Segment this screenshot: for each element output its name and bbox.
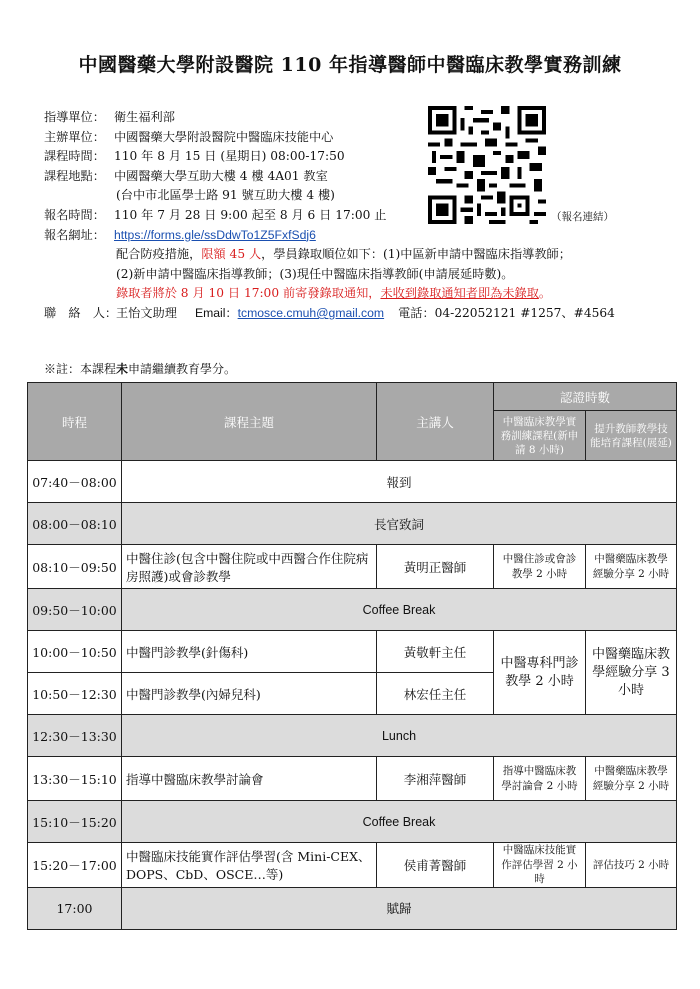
- table-row: 07:40－08:00 報到: [28, 461, 677, 503]
- table-row: 15:10－15:20 Coffee Break: [28, 801, 677, 843]
- info-reg-time: 報名時間： 110 年 7 月 28 日 9:00 起至 8 月 6 日 17:00 止: [44, 207, 387, 222]
- header-cert-new: 中醫臨床教學實務訓練課程(新申請 8 小時): [494, 411, 586, 461]
- qr-code-icon[interactable]: [428, 106, 546, 224]
- header-cert-extend: 提升教師教學技能培育課程(展延): [586, 411, 677, 461]
- table-row: 09:50－10:00 Coffee Break: [28, 589, 677, 631]
- header-topic: 課程主題: [122, 383, 377, 461]
- schedule-table: [27, 382, 677, 930]
- info-policy-line2: (2)新申請中醫臨床指導教師；(3)現任中醫臨床指導教師(申請展延時數)。: [116, 266, 514, 281]
- header-time: 時程: [28, 383, 122, 461]
- info-notify: 錄取者將於 8 月 10 日 17:00 前寄發錄取通知，未收到錄取通知者即為未錄取。: [116, 286, 552, 301]
- table-row: 08:10－09:50 中醫住診(包含中醫住院或中西醫合作住院病房照護)或會診教學 黃明正醫師 中醫住診或會診教學 2 小時 中醫藥臨床教學經驗分享 2 小時: [28, 545, 677, 589]
- table-row: 10:00－10:50 中醫門診教學(針傷科) 黃敬軒主任 中醫專科門診教學 2 小時 中醫藥臨床教學經驗分享 3 小時: [28, 631, 677, 673]
- table-row: 13:30－15:10 指導中醫臨床教學討論會 李湘萍醫師 指導中醫臨床教學討論會 2 小時 中醫藥臨床教學經驗分享 2 小時: [28, 757, 677, 801]
- table-row: 10:50－12:30 中醫門診教學(內婦兒科) 林宏任主任: [28, 673, 677, 715]
- email-link[interactable]: tcmosce.cmuh@gmail.com: [237, 305, 385, 320]
- info-policy: 配合防疫措施，限額 45 人，學員錄取順位如下：(1)中區新申請中醫臨床指導教師；: [116, 247, 571, 262]
- header-cert-hours: 認證時數: [494, 383, 677, 411]
- qr-caption: （報名連結）: [551, 211, 614, 223]
- table-row: 15:20－17:00 中醫臨床技能實作評估學習(含 Mini-CEX、DOPS、CbD、OSCE…等) 侯甫菁醫師 中醫臨床技能實作評估學習 2 小時 評估技巧 2 小時: [28, 843, 677, 888]
- table-row: 17:00 賦歸: [28, 887, 677, 929]
- quota-limit: 限額 45 人: [201, 247, 262, 262]
- table-row: 12:30－13:30 Lunch: [28, 715, 677, 757]
- info-place: 課程地點： 中國醫藥大學互助大樓 4 樓 4A01 教室: [44, 168, 328, 183]
- info-place-address: (台中市北區學士路 91 號互助大樓 4 樓): [116, 188, 335, 203]
- credit-note: ※註：本課程未申請繼續教育學分。: [44, 362, 237, 376]
- table-row: 08:00－08:10 長官致詞: [28, 503, 677, 545]
- page-title: 中國醫藥大學附設醫院 110 年指導醫師中醫臨床教學實務訓練: [78, 54, 622, 76]
- info-reg-url: 報名網址： https://forms.gle/ssDdwTo1Z5FxfSdj6: [44, 227, 316, 242]
- registration-link[interactable]: https://forms.gle/ssDdwTo1Z5FxfSdj6: [114, 227, 316, 242]
- info-contact: 聯 絡 人：王怡文助理 Email：tcmosce.cmuh@gmail.com 電話：04-22052121 #1257、#4564: [44, 305, 615, 320]
- header-speaker: 主講人: [377, 383, 494, 461]
- info-unit: 指導單位： 衛生福利部: [44, 110, 175, 124]
- table-header-row: [28, 383, 677, 411]
- info-time: 課程時間： 110 年 8 月 15 日 (星期日) 08:00-17:50: [44, 149, 345, 164]
- info-host: 主辦單位： 中國醫藥大學附設醫院中醫臨床技能中心: [44, 129, 334, 144]
